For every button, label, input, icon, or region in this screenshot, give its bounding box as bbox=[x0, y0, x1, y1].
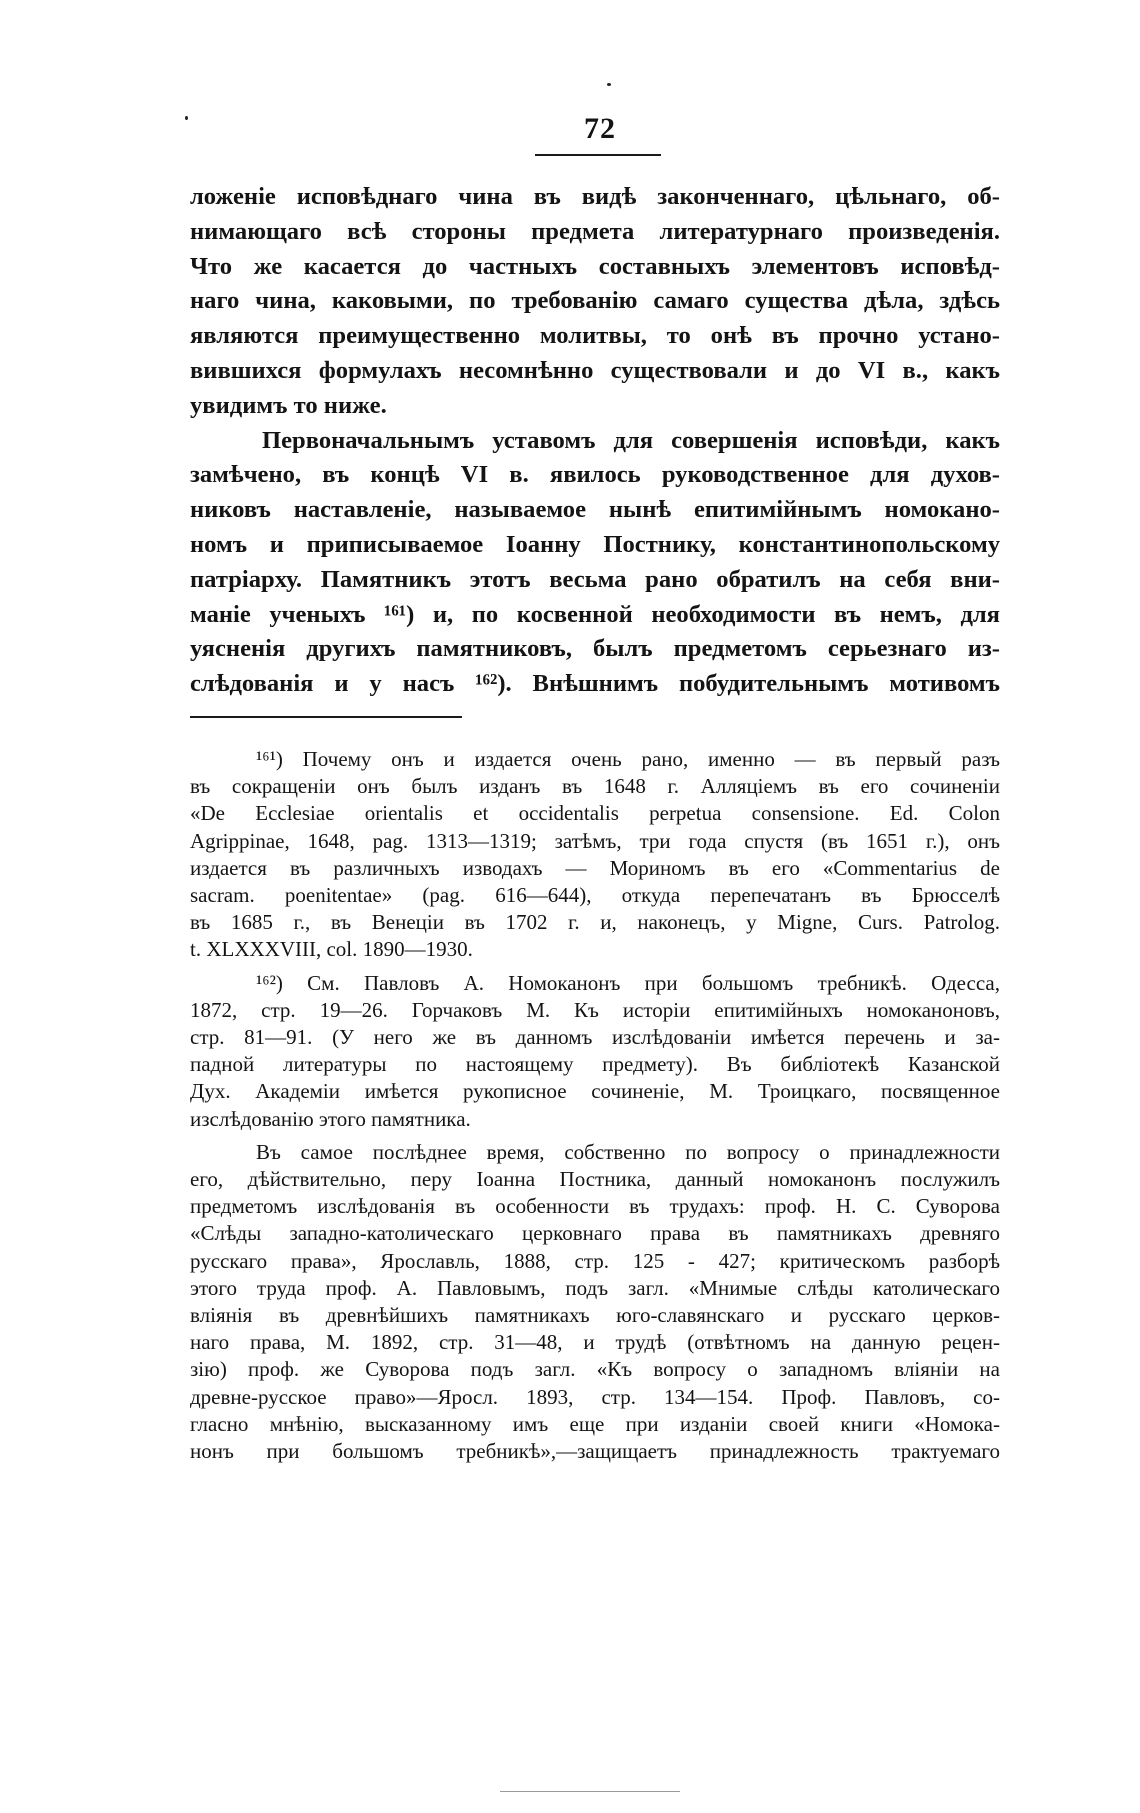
main-body-text bbox=[190, 180, 1000, 702]
footnote-line: зію) проф. же Суворова подъ загл. «Къ вопросу о западномъ вліяніи на bbox=[190, 1357, 1000, 1382]
footnote-line: этого труда проф. А. Павловымъ, подъ загл. «Мнимые слѣды католическаго bbox=[190, 1275, 1000, 1300]
footnote-line: 1872, стр. 19—26. Горчаковъ М. Къ исторіи епитимійныхъ номоканоновъ, bbox=[190, 997, 1000, 1022]
footnote-line: ¹⁶²) См. Павловъ А. Номоканонъ при большомъ требникѣ. Одесса, bbox=[256, 970, 1000, 995]
body-line: патріарху. Памятникъ этотъ весьма рано обратилъ на себя вни- bbox=[190, 565, 1000, 593]
top-speck bbox=[607, 83, 611, 86]
body-line: слѣдованія и у насъ ¹⁶²). Внѣшнимъ побудительнымъ мотивомъ bbox=[190, 670, 1000, 698]
footnote-line: «De Ecclesiae orientalis et occidentalis perpetua consensione. Ed. Colon bbox=[190, 801, 1000, 826]
footnote-line: нонъ при большомъ требникѣ»,—защищаетъ принадлежность трактуемаго bbox=[190, 1439, 1000, 1464]
footnote-line: въ сокращеніи онъ былъ изданъ въ 1648 г. Алляціемъ въ его сочиненіи bbox=[190, 774, 1000, 799]
footnote-line: «Слѣды западно-католическаго церковнаго права въ памятникахъ древняго bbox=[190, 1221, 1000, 1246]
body-line: номъ и приписываемое Іоанну Постнику, константинопольскому bbox=[190, 530, 1000, 558]
footnote-line: издается въ различныхъ изводахъ — Мориномъ въ его «Commentarius de bbox=[190, 855, 1000, 880]
footnote-line: его, дѣйствительно, перу Іоанна Постника, данный номоканонъ послужилъ bbox=[190, 1167, 1000, 1192]
footnote-line: русскаго права», Ярославль, 1888, стр. 125 - 427; критическомъ разборѣ bbox=[190, 1248, 1000, 1273]
footnote-line: вліянія въ древнѣйшихъ памятникахъ юго-славянскаго и русскаго церков- bbox=[190, 1303, 1000, 1328]
footnote-line: предметомъ изслѣдованія въ особенности въ трудахъ: проф. Н. С. Суворова bbox=[190, 1194, 1000, 1219]
bottom-rule bbox=[500, 1791, 680, 1792]
footnote-line: наго права, М. 1892, стр. 31—48, и трудѣ (отвѣтномъ на данную рецен- bbox=[190, 1330, 1000, 1355]
footnote-line: Въ самое послѣднее время, собственно по вопросу о принадлежности bbox=[256, 1139, 1000, 1164]
footnote-line: гласно мнѣнію, высказанному имъ еще при изданіи своей книги «Номока- bbox=[190, 1411, 1000, 1436]
footnote-line: ¹⁶¹) Почему онъ и издается очень рано, именно — въ первый разъ bbox=[256, 747, 1000, 771]
footnote-line: t. XLXXXVIII, col. 1890—1930. bbox=[190, 937, 473, 962]
body-line: являются преимущественно молитвы, то онѣ въ прочно устано- bbox=[190, 322, 1000, 350]
body-line: вившихся формулахъ несомнѣнно существовали и до VI в., какъ bbox=[190, 356, 1000, 384]
body-line: маніе ученыхъ ¹⁶¹) и, по косвенной необходимости въ немъ, для bbox=[190, 600, 1000, 628]
footnote-line: Дух. Академіи имѣется рукописное сочиненіе, М. Троицкаго, посвященное bbox=[190, 1079, 1000, 1104]
left-speck bbox=[185, 116, 188, 120]
footnote-line: sacram. poenitentae» (pag. 616—644), откуда перепечатанъ въ Брюсселѣ bbox=[190, 883, 1000, 908]
body-line: Первоначальнымъ уставомъ для совершенія исповѣди, какъ bbox=[262, 426, 1000, 454]
footnotes bbox=[190, 746, 1000, 1471]
footnote-line: изслѣдованію этого памятника. bbox=[190, 1106, 471, 1131]
body-line: замѣчено, въ концѣ VI в. явилось руководственное для духов- bbox=[190, 461, 1000, 489]
body-line: никовъ наставленіе, называемое нынѣ епитимійнымъ номокано- bbox=[190, 496, 1000, 524]
footnote-line: въ 1685 г., въ Венеціи въ 1702 г. и, наконецъ, у Migne, Curs. Patrolog. bbox=[190, 910, 1000, 935]
body-line: наго чина, каковыми, по требованію самаго существа дѣла, здѣсь bbox=[190, 287, 1000, 315]
footnote-separator bbox=[190, 716, 462, 718]
footnote-line: стр. 81—91. (У него же въ данномъ изслѣдованіи имѣется перечень и за- bbox=[190, 1025, 1000, 1050]
footnote-161 bbox=[190, 746, 1000, 964]
body-line: ложеніе исповѣднаго чина въ видѣ законченнаго, цѣльнаго, об- bbox=[190, 183, 1000, 210]
body-line: увидимъ то ниже. bbox=[190, 391, 387, 419]
page-number: 72 bbox=[584, 112, 616, 145]
footnote-continuation bbox=[190, 1139, 1000, 1465]
footnote-162 bbox=[190, 970, 1000, 1133]
footnote-line: Agrippinae, 1648, pag. 1313—1319; затѣмъ, три года спустя (въ 1651 г.), онъ bbox=[190, 828, 1000, 853]
page-number-rule bbox=[535, 154, 661, 156]
body-line: Что же касается до частныхъ составныхъ элементовъ исповѣд- bbox=[190, 252, 1000, 280]
body-line: нимающаго всѣ стороны предмета литературнаго произведенія. bbox=[190, 217, 1000, 245]
body-line: уясненія другихъ памятниковъ, былъ предметомъ серьезнаго из- bbox=[190, 635, 1000, 663]
footnote-line: падной литературы по настоящему предмету). Въ библіотекѣ Казанской bbox=[190, 1052, 1000, 1077]
footnote-line: древне-русское право»—Яросл. 1893, стр. 134—154. Проф. Павловъ, со- bbox=[190, 1384, 1000, 1409]
